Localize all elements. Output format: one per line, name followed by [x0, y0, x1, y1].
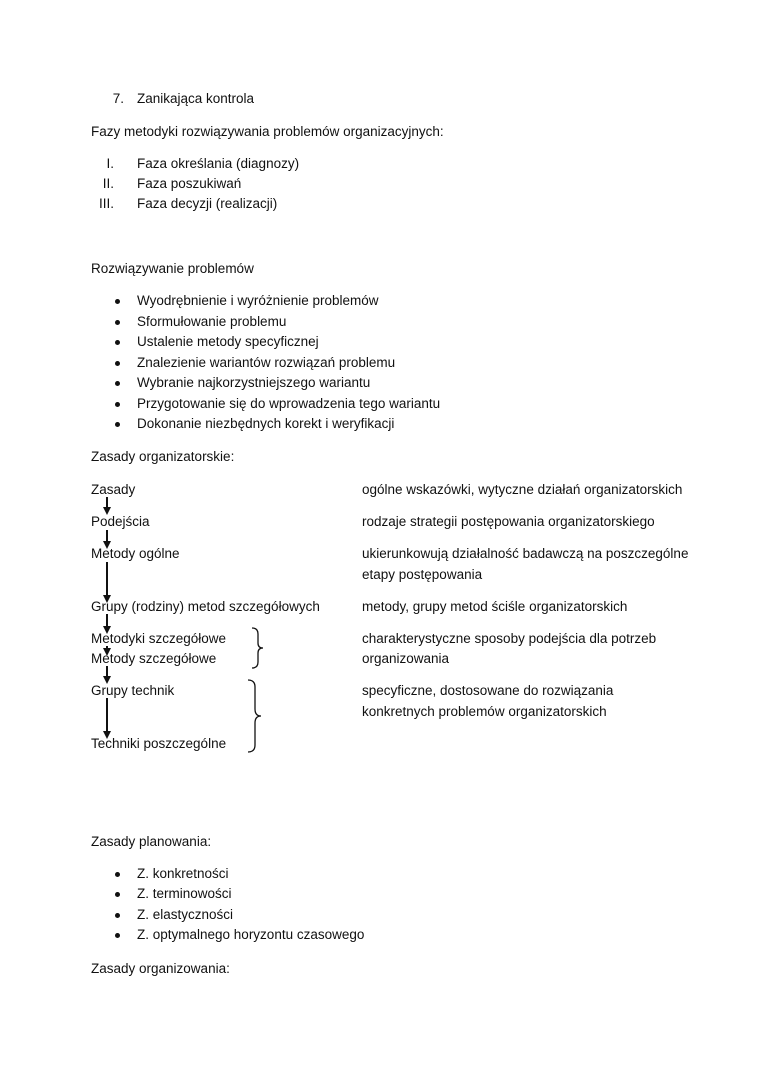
org-principles-heading: Zasady organizatorskie: [91, 449, 235, 464]
bullet-icon [115, 913, 120, 918]
list-item: Wybranie najkorzystniejszego wariantu [137, 375, 371, 390]
list-item: Wyodrębnienie i wyróżnienie problemów [137, 293, 379, 308]
list-item: Z. elastyczności [137, 907, 234, 922]
problem-solving-heading: Rozwiązywanie problemów [91, 261, 254, 276]
list-item: Sformułowanie problemu [137, 314, 287, 329]
hierarchy-level: Grupy (rodziny) metod szczegółowych [91, 599, 320, 614]
bullet-icon [115, 320, 120, 325]
hierarchy-description: metody, grupy metod ściśle organizatorskich [362, 599, 628, 614]
hierarchy-level: Zasady [91, 482, 136, 497]
list-item: Z. konkretności [137, 866, 229, 881]
hierarchy-level: Podejścia [91, 514, 150, 529]
hierarchy-description: charakterystyczne sposoby podejścia dla potrzeb [362, 631, 657, 646]
list-item: Z. optymalnego horyzontu czasowego [137, 927, 365, 942]
right-brace-icon [250, 627, 264, 669]
hierarchy-description: specyficzne, dostosowane do rozwiązania [362, 683, 614, 698]
bullet-icon [115, 933, 120, 938]
hierarchy-description: ogólne wskazówki, wytyczne działań organizatorskich [362, 482, 683, 497]
phase-number: III. [98, 196, 114, 211]
bullet-icon [115, 892, 120, 897]
hierarchy-level: Metodyki szczegółowe [91, 631, 227, 646]
hierarchy-description: rodzaje strategii postępowania organizatorskiego [362, 514, 655, 529]
organizing-heading: Zasady organizowania: [91, 961, 230, 976]
list-item: Przygotowanie się do wprowadzenia tego wariantu [137, 396, 441, 411]
right-brace-icon [246, 679, 262, 753]
hierarchy-description: konkretnych problemów organizatorskich [362, 704, 607, 719]
phase-item: Faza określania (diagnozy) [137, 156, 300, 171]
list-item: Znalezienie wariantów rozwiązań problemu [137, 355, 396, 370]
hierarchy-description: organizowania [362, 651, 450, 666]
bullet-icon [115, 381, 120, 386]
arrow-line [106, 562, 108, 596]
hierarchy-level: Metody szczegółowe [91, 651, 217, 666]
bullet-icon [115, 402, 120, 407]
hierarchy-level: Grupy technik [91, 683, 175, 698]
list-item: Ustalenie metody specyficznej [137, 334, 319, 349]
list-item: Z. terminowości [137, 886, 232, 901]
list-item: Dokonanie niezbędnych korekt i weryfikacji [137, 416, 395, 431]
phases-heading: Fazy metodyki rozwiązywania problemów organizacyjnych: [91, 124, 444, 139]
phase-number: II. [102, 176, 114, 191]
arrow-line [106, 698, 108, 732]
hierarchy-level: Metody ogólne [91, 546, 180, 561]
planning-heading: Zasady planowania: [91, 834, 212, 849]
hierarchy-level: Techniki poszczególne [91, 736, 227, 751]
phase-number: I. [106, 156, 114, 171]
bullet-icon [115, 299, 120, 304]
list-number: 7. [112, 91, 124, 106]
bullet-icon [115, 361, 120, 366]
bullet-icon [115, 422, 120, 427]
bullet-icon [115, 872, 120, 877]
phase-item: Faza decyzji (realizacji) [137, 196, 278, 211]
phase-item: Faza poszukiwań [137, 176, 242, 191]
list-item-text: Zanikająca kontrola [137, 91, 255, 106]
bullet-icon [115, 340, 120, 345]
hierarchy-description: etapy postępowania [362, 567, 483, 582]
hierarchy-description: ukierunkowują działalność badawczą na poszczególne [362, 546, 689, 561]
